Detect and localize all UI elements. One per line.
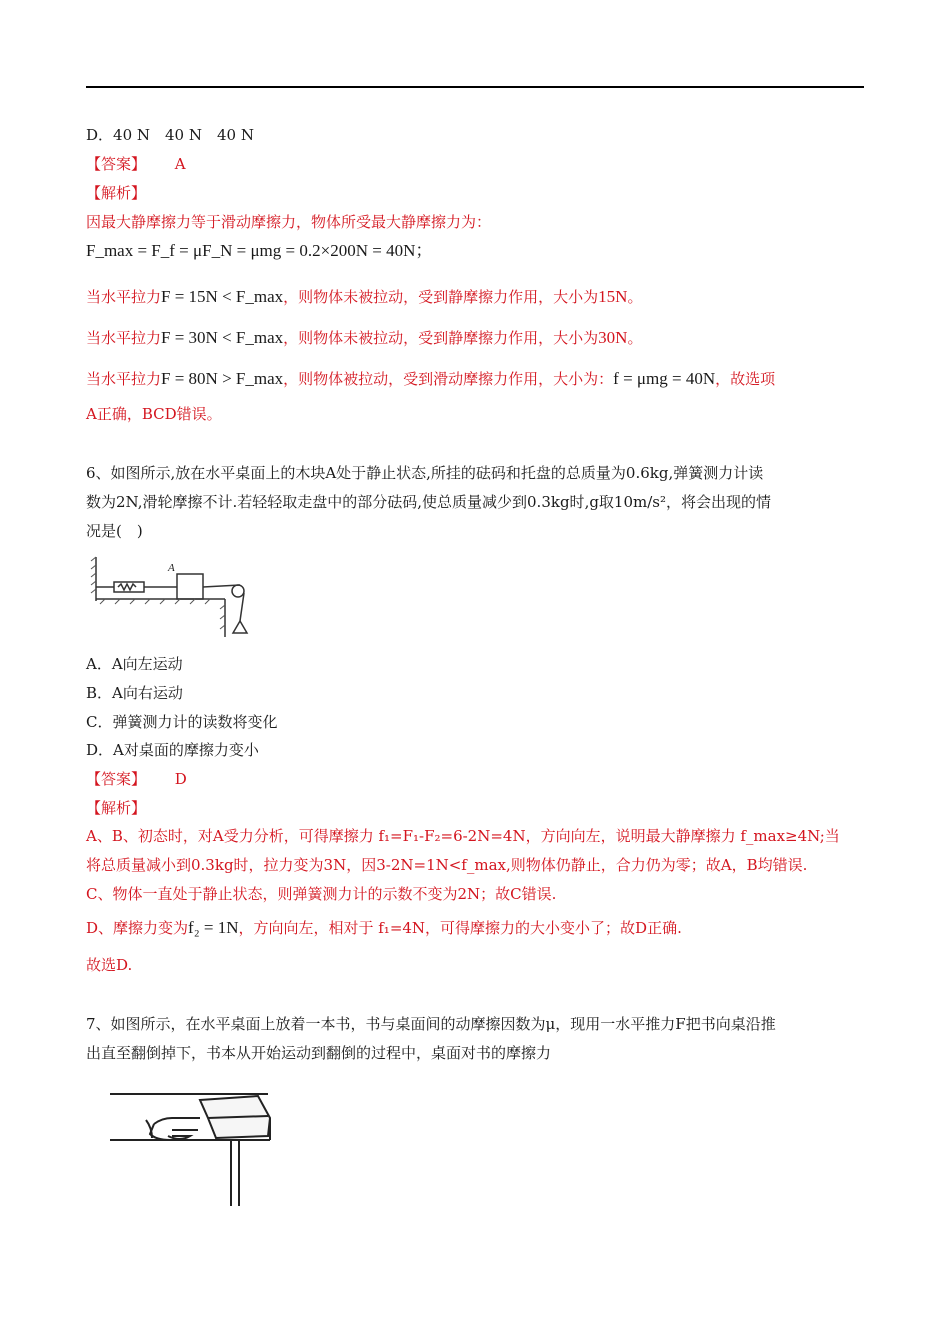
formula-max-friction: F_max = F_f = μF_N = μmg = 0.2×200N = 40N； (86, 241, 433, 260)
option-d: D．40 N 40 N 40 N (86, 126, 254, 144)
analysis-line-1: 因最大静摩擦力等于滑动摩擦力，物体所受最大静摩擦力为： (86, 213, 492, 231)
q6-analysis-4-math: f₂ = 1N (188, 918, 239, 937)
case-30n-end: 。 (627, 329, 643, 347)
case-80n-post: ，则物体被拉动，受到滑动摩擦力作用，大小为： (283, 370, 614, 388)
q6-analysis-4-post: ，方向向左，相对于 f₁=4N，可得摩擦力的大小变小了；故D正确. (238, 919, 682, 937)
answer-value: A (174, 155, 186, 173)
q7-figure-book-on-table (108, 1088, 278, 1210)
case-30n-post: ，则物体未被拉动，受到静摩擦力作用，大小为 (283, 329, 599, 347)
q6-option-c: C．弹簧测力计的读数将变化 (86, 713, 278, 731)
case-15n-end: 。 (627, 288, 643, 306)
q7-stem-2: 出直至翻倒掉下，书本从开始运动到翻倒的过程中，桌面对书的摩擦力 (86, 1044, 552, 1062)
case-30n-value: 30N (598, 328, 628, 347)
q6-option-b: B．A向右运动 (86, 684, 183, 702)
answer-tag: 【答案】 (86, 155, 147, 173)
case-80n-pre: 当水平拉力 (86, 370, 162, 388)
case-15n (86, 287, 642, 307)
case-80n-end: ，故选项 (715, 370, 776, 388)
case-80n-math: F = 80N > F_max (161, 369, 284, 388)
q6-stem-1: 6、如图所示,放在水平桌面上的木块A处于静止状态,所挂的砝码和托盘的总质量为0.6kg,弹簧测力计读 (86, 464, 764, 482)
q6-analysis-5: 故选D. (86, 956, 133, 974)
case-80n (86, 369, 775, 389)
case-15n-pre: 当水平拉力 (86, 288, 162, 306)
q6-answer-tag: 【答案】 (86, 770, 147, 788)
case-15n-value: 15N (598, 287, 628, 306)
q6-option-d: D．A对桌面的摩擦力变小 (86, 741, 259, 759)
answer-line (86, 154, 186, 174)
q6-analysis-2: 将总质量减小到0.3kg时，拉力变为3N，因3-2N=1N<f_max,则物体仍静止，合力仍为零；故A，B均错误. (86, 856, 808, 874)
analysis-tag: 【解析】 (86, 184, 147, 202)
q6-answer-value: D (174, 770, 187, 788)
case-30n (86, 328, 642, 348)
q6-figure-spring-block-pulley (90, 553, 260, 641)
block-a-label: A (168, 562, 175, 574)
q6-answer-line (86, 769, 187, 789)
q6-analysis-3: C、物体一直处于静止状态，则弹簧测力计的示数不变为2N；故C错误. (86, 885, 557, 903)
q6-analysis-tag: 【解析】 (86, 799, 147, 817)
q7-stem-1: 7、如图所示，在水平桌面上放着一本书，书与桌面间的动摩擦因数为μ，现用一水平推力F把书向桌沿推 (86, 1015, 776, 1033)
case-15n-post: ，则物体未被拉动，受到静摩擦力作用，大小为 (283, 288, 599, 306)
q6-option-a: A．A向左运动 (86, 655, 183, 673)
case-30n-pre: 当水平拉力 (86, 329, 162, 347)
header-rule (86, 86, 864, 88)
q6-stem-2: 数为2N,滑轮摩擦不计.若轻轻取走盘中的部分砝码,使总质量减少到0.3kg时,g取10m/s²，将会出现的情 (86, 493, 772, 511)
q6-analysis-1: A、B、初态时，对A受力分析，可得摩擦力 f₁=F₁-F₂=6-2N=4N，方向向左，说明最大静摩擦力 f_max≥4N;当 (86, 827, 840, 845)
case-30n-math: F = 30N < F_max (161, 328, 284, 347)
q6-analysis-4 (86, 918, 682, 938)
q6-stem-3: 况是( ) (86, 522, 143, 540)
q6-analysis-4-pre: D、摩擦力变为 (86, 919, 189, 937)
case-80n-math2: f = μmg = 40N (613, 369, 716, 388)
conclusion: A正确，BCD错误。 (86, 405, 222, 423)
case-15n-math: F = 15N < F_max (161, 287, 284, 306)
